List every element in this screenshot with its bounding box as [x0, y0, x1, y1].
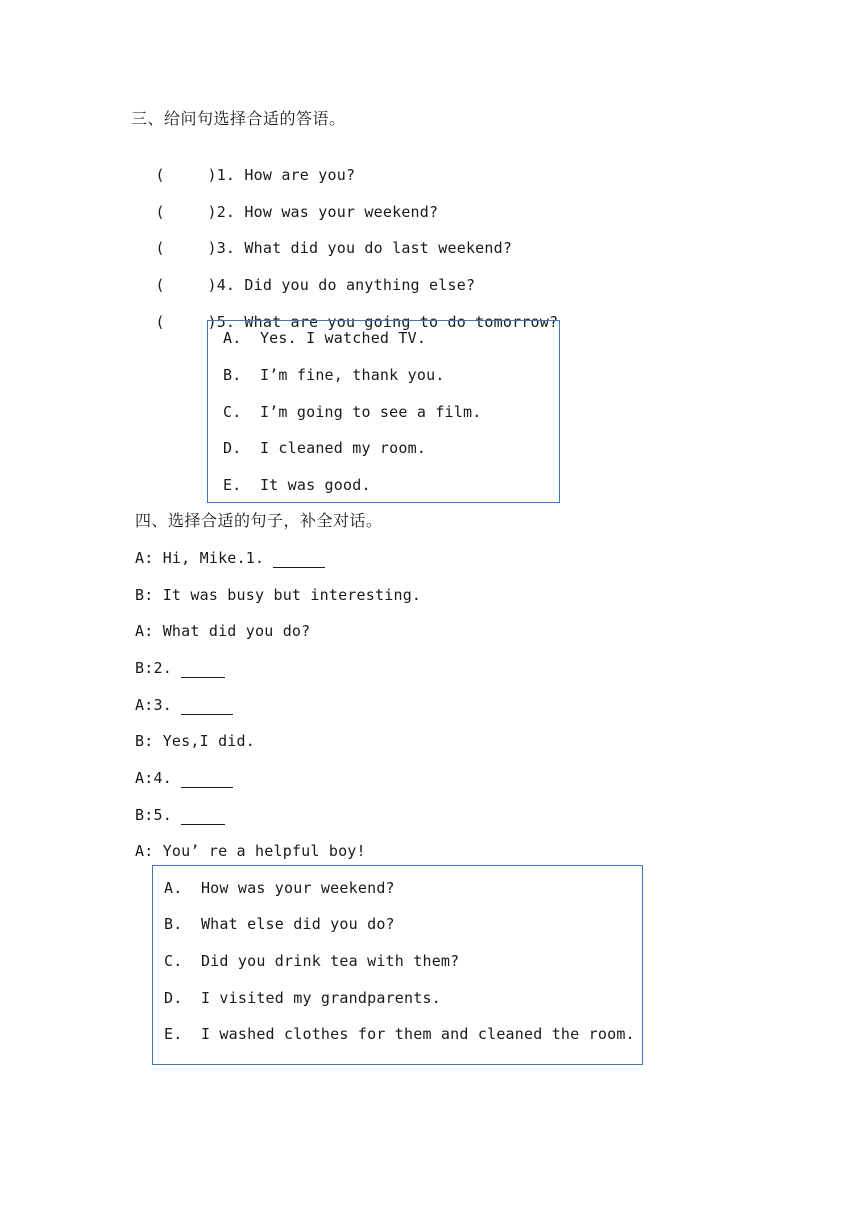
option-e [164, 1024, 635, 1044]
answer-paren-close: ) [207, 276, 217, 294]
option-b [223, 365, 445, 385]
answer-blank[interactable] [273, 551, 325, 568]
answer-paren-close: ) [207, 166, 217, 184]
answer-paren-open: ( [155, 276, 165, 294]
option-text: Yes. I watched TV. [259, 329, 427, 347]
answer-paren-open: ( [155, 166, 165, 184]
question-1 [137, 145, 355, 185]
option-text: It was good. [259, 476, 371, 494]
question-number: 3. [216, 239, 236, 257]
question-number: 2. [216, 203, 236, 221]
dialogue-line-6 [135, 731, 255, 751]
section-4-heading: 四、选择合适的句子，补全对话。 [135, 511, 383, 530]
question-text: What did you do last weekend? [244, 239, 513, 257]
answer-blank[interactable] [181, 808, 225, 825]
answer-blank[interactable] [181, 698, 233, 715]
option-e [223, 475, 371, 495]
question-3 [137, 218, 512, 258]
option-b [164, 914, 395, 934]
dialogue-text: B: It was busy but interesting. [135, 586, 422, 604]
question-text: Did you do anything else? [244, 276, 476, 294]
option-d [164, 988, 441, 1008]
question-text: How was your weekend? [244, 203, 439, 221]
option-letter: A. [223, 329, 242, 347]
answer-paren-open: ( [155, 313, 165, 331]
option-letter: C. [223, 403, 242, 421]
dialogue-line-2 [135, 585, 421, 605]
option-letter: D. [223, 439, 242, 457]
option-text: I cleaned my room. [259, 439, 427, 457]
dialogue-text: B:2. [135, 659, 182, 677]
option-text: I visited my grandparents. [200, 989, 441, 1007]
section-3-heading: 三、给问句选择合适的答语。 [131, 109, 346, 128]
answer-paren-close: ) [207, 239, 217, 257]
dialogue-text: A: What did you do? [135, 622, 311, 640]
question-number: 4. [216, 276, 236, 294]
option-text: How was your weekend? [200, 879, 395, 897]
question-number: 5. [216, 313, 236, 331]
option-a [164, 878, 395, 898]
answer-blank[interactable] [181, 661, 225, 678]
option-letter: E. [223, 476, 242, 494]
option-letter: D. [164, 989, 183, 1007]
dialogue-text: B: Yes,I did. [135, 732, 255, 750]
dialogue-line-4 [135, 658, 225, 678]
dialogue-text: A:3. [135, 696, 182, 714]
answer-blank[interactable] [181, 771, 233, 788]
answer-paren-close: ) [207, 313, 217, 331]
dialogue-line-5 [135, 695, 233, 715]
option-letter: C. [164, 952, 183, 970]
option-text: Did you drink tea with them? [200, 952, 460, 970]
dialogue-line-8 [135, 805, 225, 825]
option-d [223, 438, 426, 458]
option-c [223, 402, 481, 422]
answer-paren-open: ( [155, 203, 165, 221]
dialogue-line-3 [135, 621, 310, 641]
option-letter: E. [164, 1025, 183, 1043]
option-text: I’m fine, thank you. [259, 366, 445, 384]
option-letter: B. [164, 915, 183, 933]
option-letter: A. [164, 879, 183, 897]
answer-paren-open: ( [155, 239, 165, 257]
dialogue-text: A: Hi, Mike.1. [135, 549, 274, 567]
option-a [223, 328, 426, 348]
option-text: I’m going to see a film. [259, 403, 482, 421]
option-text: What else did you do? [200, 915, 395, 933]
answer-paren-close: ) [207, 203, 217, 221]
question-text: How are you? [244, 166, 356, 184]
question-4 [137, 255, 475, 295]
dialogue-text: B:5. [135, 806, 182, 824]
dialogue-line-7 [135, 768, 233, 788]
option-c [164, 951, 459, 971]
dialogue-text: A: You’ re a helpful boy! [135, 842, 366, 860]
question-2 [137, 182, 438, 222]
dialogue-line-1 [135, 548, 325, 568]
option-text: I washed clothes for them and cleaned the room. [200, 1025, 635, 1043]
option-letter: B. [223, 366, 242, 384]
question-text: What are you going to do tomorrow? [244, 313, 559, 331]
dialogue-line-9 [135, 841, 366, 861]
dialogue-text: A:4. [135, 769, 182, 787]
question-number: 1. [216, 166, 236, 184]
